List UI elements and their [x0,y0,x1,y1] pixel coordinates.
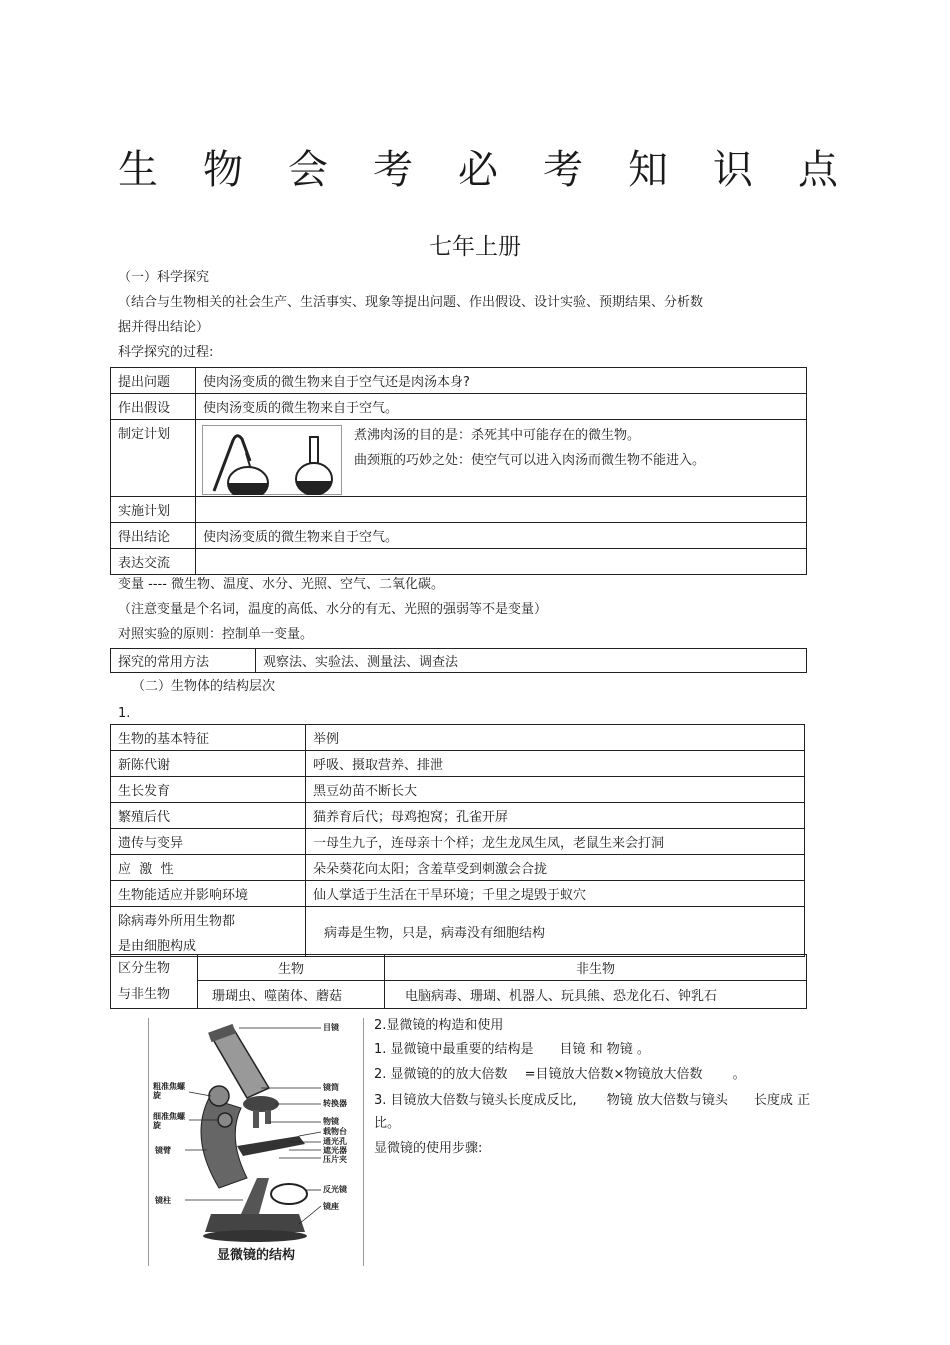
figure-caption: 显微镜的结构 [216,1248,295,1263]
plan-cell [196,420,807,497]
label-eyepiece: 目镜 [323,1023,339,1032]
section-description: 据并得出结论） [118,320,210,335]
label-coarse-focus: 粗准焦螺旋 [153,1082,185,1100]
label-line: 与非生物 [118,986,171,1002]
section-heading: （一）科学探究 [118,270,210,285]
feature-cell: 遗传与变异 [111,829,306,855]
row-label: 提出问题 [111,368,196,394]
label-objective: 物镜 [323,1117,339,1126]
row-label: 作出假设 [111,394,196,420]
feature-cell: 新陈代谢 [111,751,306,777]
feature-cell: 应 激 性 [111,855,306,881]
row-label: 实施计划 [111,497,196,523]
table-row [111,955,807,981]
living-header: 生物 [198,955,385,981]
title-char: 点 [798,147,838,193]
title-char: 考 [373,147,413,193]
label-tube: 镜筒 [323,1083,339,1092]
nonliving-examples: 电脑病毒、珊瑚、机器人、玩具熊、恐龙化石、钟乳石 [385,981,807,1009]
feature-cell: 生长发育 [111,777,306,803]
table-row [111,907,805,957]
label-stage: 载物台 [323,1127,347,1136]
label-arm: 镜臂 [155,1146,171,1155]
process-label: 科学探究的过程: [118,345,214,360]
row-value: 使肉汤变质的微生物来自于空气。 [196,394,807,420]
nonliving-header: 非生物 [385,955,807,981]
example-cell: 朵朵葵花向太阳；含羞草受到刺激会合拢 [306,855,805,881]
label-mirror: 反光镜 [323,1185,347,1194]
example-cell: 呼吸、摄取营养、排泄 [306,751,805,777]
section-heading: （二）生物体的结构层次 [132,679,276,694]
page-subtitle: 七年上册 [429,234,521,260]
feature-cell: 生物能适应并影响环境 [111,881,306,907]
methods-label: 探究的常用方法 [111,649,256,673]
title-char: 考 [543,147,583,193]
row-value: 使肉汤变质的微生物来自于空气还是肉汤本身? [196,368,807,394]
table-row [111,549,807,575]
row-label: 得出结论 [111,523,196,549]
column-header: 举例 [306,725,805,751]
label-fine-focus: 细准焦螺旋 [153,1112,185,1130]
row-label: 制定计划 [111,420,196,497]
label-nosepiece: 转换器 [323,1099,347,1108]
microscope-line: 1. 显微镜中最重要的结构是 目镜 和 物镜 。 [374,1042,650,1057]
feature-line: 除病毒外所用生物都 [118,913,236,929]
table-row [111,523,807,549]
row-label: 表达交流 [111,549,196,575]
table-row [111,981,807,1009]
row-value [196,497,807,523]
example-cell: 一母生九子，连母亲十个样；龙生龙凤生凤，老鼠生来会打洞 [306,829,805,855]
microscope-line: 比。 [374,1116,401,1131]
example-cell: 猫养育后代；母鸡抱窝；孔雀开屏 [306,803,805,829]
title-char: 识 [713,147,753,193]
item-number: 1. [118,706,131,721]
title-char: 知 [628,147,668,193]
features-table [110,724,805,957]
table-row [111,855,805,881]
table-row [111,751,805,777]
plan-note: 煮沸肉汤的目的是：杀死其中可能存在的微生物。 [354,428,641,443]
column-header: 生物的基本特征 [111,725,306,751]
microscope-line: 2. 显微镜的的放大倍数 =目镜放大倍数×物镜放大倍数 。 [374,1067,746,1082]
section-description: （结合与生物相关的社会生产、生活事实、现象等提出问题、作出假设、设计实验、预期结果、分析数 [118,295,704,310]
label-line: 区分生物 [118,960,171,976]
label-pillar: 镜柱 [155,1196,171,1205]
label-diaphragm: 遮光器 [323,1146,347,1155]
distinguish-table [110,954,807,1009]
example-cell: 黑豆幼苗不断长大 [306,777,805,803]
example-cell: 病毒是生物，只是，病毒没有细胞结构 [306,907,805,957]
microscope-figure [148,1018,364,1266]
variable-note: （注意变量是个名词，温度的高低、水分的有无、光照的强弱等不是变量） [118,602,548,617]
table-row [111,497,807,523]
flask-experiment-figure [202,425,342,495]
microscope-steps: 显微镜的使用步骤: [374,1141,483,1156]
label-base: 镜座 [323,1202,339,1211]
title-char: 会 [288,147,328,193]
variable-line: 变量 ---- 微生物、温度、水分、光照、空气、二氧化碳。 [118,577,445,592]
table-row [111,368,807,394]
title-char: 必 [458,147,498,193]
label-aperture: 通光孔 [323,1137,347,1146]
control-principle: 对照实验的原则：控制单一变量。 [118,627,314,642]
microscope-heading: 2.显微镜的构造和使用 [374,1018,504,1033]
row-value [196,549,807,575]
table-row [111,777,805,803]
table-row [111,420,807,497]
label-clip: 压片夹 [323,1155,347,1164]
feature-cell: 繁殖后代 [111,803,306,829]
page-title [118,138,838,195]
table-header-row [111,725,805,751]
methods-value: 观察法、实验法、测量法、调查法 [256,649,807,673]
feature-line: 是由细胞构成 [118,938,197,954]
table-row [111,881,805,907]
feature-cell [111,907,306,957]
table-row [111,829,805,855]
title-char: 物 [203,147,243,193]
distinguish-label [111,955,198,1009]
microscope-line: 3. 目镜放大倍数与镜头长度成反比, 物镜 放大倍数与镜头 长度成 正 [374,1093,811,1108]
title-char: 生 [118,147,158,193]
table-row [111,803,805,829]
row-value: 使肉汤变质的微生物来自于空气。 [196,523,807,549]
methods-table [110,648,807,673]
table-row [111,394,807,420]
example-cell: 仙人掌适于生活在干旱环境；千里之堤毁于蚁穴 [306,881,805,907]
plan-note: 曲颈瓶的巧妙之处：使空气可以进入肉汤而微生物不能进入。 [354,453,706,468]
inquiry-process-table [110,367,807,575]
table-row [111,649,807,673]
living-examples: 珊瑚虫、噬菌体、蘑菇 [198,981,385,1009]
